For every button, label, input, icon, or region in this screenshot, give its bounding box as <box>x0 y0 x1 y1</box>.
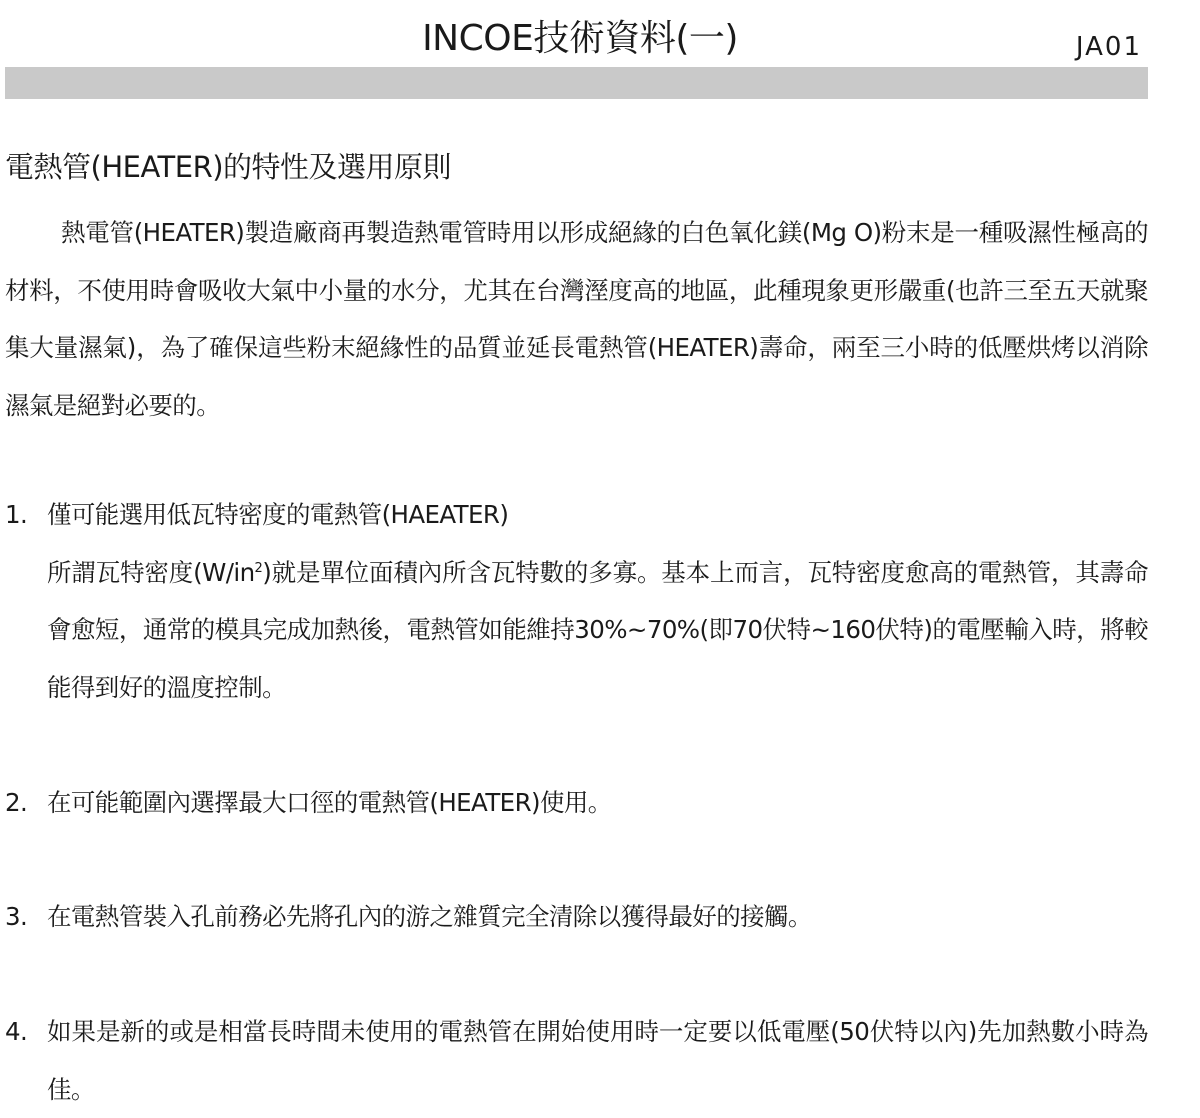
detail-superscript: 2 <box>254 560 263 576</box>
header-bar <box>5 67 1148 99</box>
list-item-2 <box>5 774 1148 832</box>
list-item-1 <box>5 486 1148 716</box>
list-item-text: 在電熱管裝入孔前務必先將孔內的游之雜質完全清除以獲得最好的接觸。 <box>47 902 812 931</box>
list-item-text: 在可能範圍內選擇最大口徑的電熱管(HEATER)使用。 <box>47 788 612 817</box>
list-item-number: 2. <box>5 788 28 817</box>
document-title: INCOE技術資料(一) <box>422 18 738 59</box>
list-item-number: 4. <box>5 1017 28 1046</box>
list-item-3 <box>5 888 1148 946</box>
list-item-text: 如果是新的或是相當長時間未使用的電熱管在開始使用時一定要以低電壓(50伏特以內)先加熱數小時為佳。 <box>47 1017 1148 1104</box>
document-code: JA01 <box>1075 32 1142 62</box>
detail-rest: )就是單位面積內所含瓦特數的多寡。基本上而言，瓦特密度愈高的電熱管，其壽命會愈短，通常的模具完成加熱後，電熱管如能維持30%~70%(即70伏特~160伏特)的電壓輸入時，將較能得到好的溫度控制。 <box>47 557 1148 702</box>
list-item-4 <box>5 1003 1148 1118</box>
detail-prefix: 所謂瓦特密度(W/in <box>47 557 255 587</box>
list-item-number: 1. <box>5 500 28 529</box>
list-item-title: 僅可能選用低瓦特密度的電熱管(HAEATER) <box>47 500 509 529</box>
intro-paragraph: 熱電管(HEATER)製造廠商再製造熱電管時用以形成絕緣的白色氧化鎂(Mg O)粉末是一種吸濕性極高的材料，不使用時會吸收大氣中小量的水分，尤其在台灣溼度高的地區，此種現象更形嚴重(也許三至五天就聚集大量濕氣)，為了確保這些粉末絕緣性的品質並延長電熱管(HEATER)壽命，兩至三小時的低壓烘烤以消除濕氣是絕對必要的。 <box>5 218 1148 420</box>
list-item-detail <box>47 544 1148 717</box>
list-item-body <box>47 486 1148 716</box>
section-heading: 電熱管(HEATER)的特性及選用原則 <box>5 150 452 184</box>
list-item-number: 3. <box>5 902 28 931</box>
